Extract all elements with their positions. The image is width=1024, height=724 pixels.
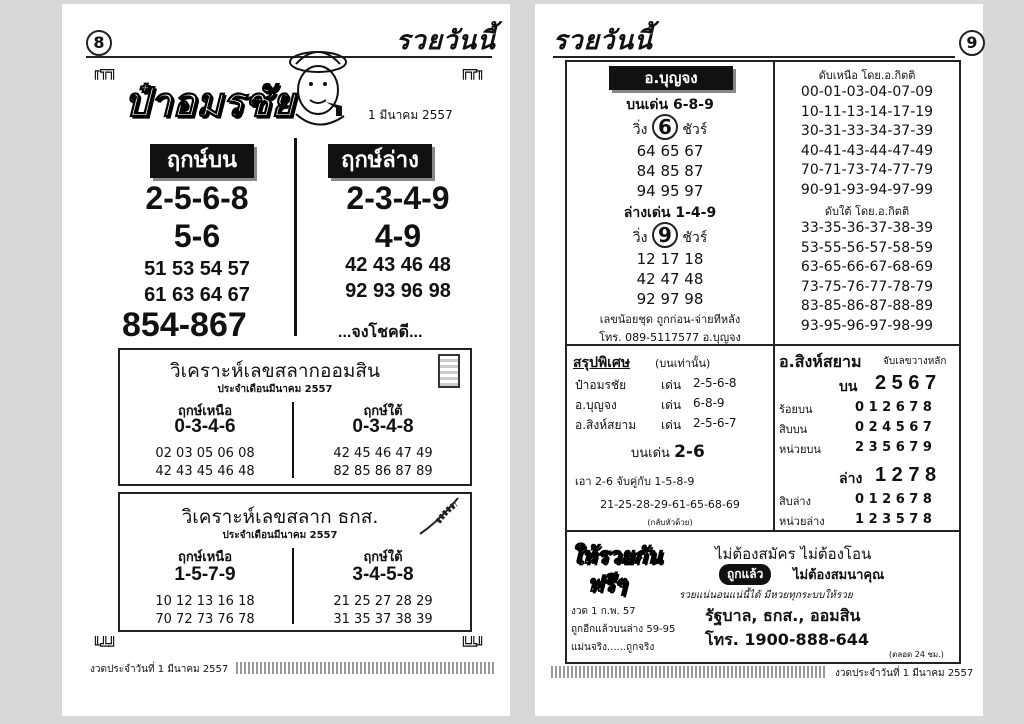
gsb-analysis-box: [118, 348, 472, 486]
singsiam-lower-value: 1 2 7 8: [875, 464, 937, 486]
summary-row-label: เด่น: [661, 378, 682, 392]
corner-ornament-icon: ╓╦╗: [92, 62, 117, 80]
column-divider: [294, 138, 297, 336]
summary-row-name: อ.บุญจง: [575, 398, 617, 412]
footer-date: งวดประจำวันที่ 1 มีนาคม 2557: [90, 664, 229, 675]
column-title: ป๋าอมรชัย: [124, 79, 295, 126]
upper-numbers-row: 61 63 64 67: [144, 284, 250, 306]
kitti-lower-row: 93-95-96-97-98-99: [800, 317, 934, 334]
footer-stripe: [236, 662, 494, 674]
gsb-north-label: ฤกษ์เหนือ: [177, 404, 233, 419]
issue-date: 1 มีนาคม 2557: [368, 108, 453, 122]
corner-ornament-icon: ╔╦╖: [460, 62, 485, 80]
summary-title-note: (บนเท่านั้น): [655, 357, 711, 370]
ad-line1: ไม่ต้องสมัคร ไม่ต้องโอน: [715, 545, 872, 563]
kitti-lower-row: 83-85-86-87-88-89: [800, 298, 934, 314]
singsiam-title: อ.สิงห์สยาม: [779, 352, 862, 371]
footer-date: งวดประจำวันที่ 1 มีนาคม 2557: [835, 668, 974, 679]
lower-main-digits: 2-3-4-9: [346, 180, 450, 216]
summary-upper: [631, 442, 705, 463]
boonjong-badge: อ.บุญจง: [609, 66, 733, 90]
baac-subtitle: ประจำเดือนมีนาคม 2557: [222, 530, 338, 541]
cartoon-man-icon: [274, 44, 364, 134]
summary-numbers: 21-25-28-29-61-65-68-69: [600, 498, 740, 511]
sure-label: ชัวร์: [682, 230, 708, 246]
ad-box: [565, 530, 961, 664]
gsb-title: วิเคราะห์เลขสลากออมสิน: [170, 360, 380, 382]
baac-south-row: 21 25 27 28 29: [333, 594, 433, 609]
summary-row-value: 2-5-6-8: [693, 376, 737, 390]
baac-north-row: 70 72 73 76 78: [155, 612, 255, 627]
singsiam-row-value: 0 1 2 6 7 8: [855, 492, 932, 507]
singsiam-row-value: 0 2 4 5 6 7: [855, 420, 932, 435]
gsb-divider: [292, 402, 294, 478]
left-page: [62, 4, 510, 716]
kitti-lower-row: 53-55-56-57-58-59: [800, 239, 934, 256]
ad-headline-free: ฟรีๆ: [587, 572, 627, 597]
kitti-lower-title: ดับใต้ โดย.อ.กิตติ: [824, 205, 910, 218]
summary-title: สรุปพิเศษ: [573, 355, 631, 371]
ad-phone: โทร. 1900-888-644: [705, 630, 869, 649]
gsb-north-row: 02 03 05 06 08: [155, 446, 255, 461]
kitti-upper-row: 30-31-33-34-37-39: [800, 123, 934, 139]
lower-numbers-row: 42 43 46 48: [345, 254, 451, 276]
sure-label: ชัวร์: [682, 122, 708, 138]
ad-pill: ถูกแล้ว: [719, 564, 771, 585]
singsiam-title-note: จับเลขวางหลัก: [883, 356, 947, 367]
page-number: 8: [86, 30, 112, 56]
upper-badge: ฤกษ์บน: [150, 144, 254, 178]
run-digit-circle: 6: [652, 114, 678, 140]
summary-upper-prefix: บนเด่น: [631, 446, 670, 461]
singsiam-row-value: 2 3 5 6 7 9: [855, 440, 932, 455]
upper-sub-digits: 5-6: [173, 218, 221, 254]
lower-badge: ฤกษ์ล่าง: [328, 144, 432, 178]
footer-stripe: [551, 666, 827, 678]
ad-headline: ให้รวยกัน: [571, 544, 662, 569]
summary-row-value: 2-5-6-7: [693, 416, 737, 430]
singsiam-upper-value: 2 5 6 7: [875, 372, 937, 394]
ad-past2: ถูกอีกแล้วบนล่าง 59-95: [571, 624, 676, 635]
lower-numbers-row: 92 93 96 98: [345, 280, 451, 302]
singsiam-row-label: สิบล่าง: [779, 495, 811, 508]
boonjong-lower-row: 12 17 18: [636, 250, 704, 268]
singsiam-lower-label: ล่าง: [839, 471, 863, 487]
baac-analysis-box: [118, 492, 472, 632]
summary-reverse-note: (กลับหัวด้วย): [647, 518, 693, 527]
gsb-south-label: ฤกษ์ใต้: [363, 404, 403, 419]
baac-south-main: 3-4-5-8: [352, 564, 414, 585]
baac-divider: [292, 548, 294, 624]
kitti-box: [773, 60, 961, 346]
boonjong-lower-row: 92 97 98: [636, 290, 704, 308]
singsiam-row-value: 1 2 3 5 7 8: [855, 512, 932, 527]
summary-pair-line: เอา 2-6 จับคู่กับ 1-5-8-9: [575, 475, 695, 488]
kitti-upper-title: ดับเหนือ โดย.อ.กิตติ: [818, 69, 916, 82]
ad-line3: รวยแน่นอนแน่นี้ได้ มีหวยทุกระบบให้รวย: [679, 590, 853, 601]
singsiam-row-label: หน่วยล่าง: [779, 515, 825, 528]
summary-row-label: เด่น: [661, 418, 682, 432]
kitti-upper-row: 90-91-93-94-97-99: [800, 181, 934, 198]
ad-past1: งวด 1 ก.พ. 57: [571, 606, 636, 617]
singsiam-row-label: ร้อยบน: [779, 403, 813, 416]
masthead: รวยวันนี้: [553, 26, 653, 56]
ad-line2: ไม่ต้องสมนาคุณ: [793, 568, 885, 583]
header-rule: [553, 56, 955, 58]
rice-stalk-icon: [416, 496, 462, 536]
page-number: 9: [959, 30, 985, 56]
good-luck-text: ...จงโชคดี...: [338, 324, 423, 341]
ad-line4: รัฐบาล, ธกส., ออมสิน: [705, 606, 861, 625]
kitti-upper-row: 40-41-43-44-47-49: [800, 142, 934, 159]
singsiam-upper-label: บน: [839, 379, 858, 395]
singsiam-row-label: สิบบน: [779, 423, 808, 436]
boonjong-upper-row: 84 85 87: [636, 162, 704, 180]
baac-title: วิเคราะห์เลขสลาก ธกส.: [181, 506, 379, 528]
baac-north-row: 10 12 13 16 18: [155, 594, 255, 609]
gsb-north-row: 42 43 45 46 48: [155, 464, 255, 479]
summary-upper-value: 2-6: [674, 442, 705, 462]
boonjong-upper-line: บนเด่น 6-8-9: [626, 97, 714, 113]
kitti-lower-row: 33-35-36-37-38-39: [800, 220, 934, 236]
boonjong-box: [565, 60, 775, 346]
boonjong-phone: โทร. 089-5117577 อ.บุญจง: [599, 331, 741, 344]
summary-row-name: อ.สิงห์สยาม: [575, 418, 637, 432]
right-page: [535, 4, 983, 716]
boonjong-note: เลขน้อยชุด ถูกก่อน-จ่ายทีหลัง: [599, 313, 741, 326]
kitti-upper-row: 10-11-13-14-17-19: [800, 103, 934, 120]
baac-south-row: 31 35 37 38 39: [333, 612, 433, 627]
baac-north-main: 1-5-7-9: [174, 564, 236, 585]
corner-ornament-icon: ╚╩╜: [460, 636, 485, 654]
baac-south-label: ฤกษ์ใต้: [363, 550, 403, 565]
lower-sub-digits: 4-9: [374, 218, 422, 254]
summary-row-label: เด่น: [661, 398, 682, 412]
gsb-south-row: 42 45 46 47 49: [333, 446, 433, 461]
savings-book-icon: [438, 354, 460, 388]
ad-past3: แม่นจริง......ถูกจริง: [571, 642, 655, 653]
gsb-north-main: 0-3-4-6: [174, 416, 236, 437]
kitti-lower-row: 73-75-76-77-78-79: [800, 278, 934, 295]
kitti-lower-row: 63-65-66-67-68-69: [800, 259, 934, 275]
boonjong-upper-row: 64 65 67: [636, 142, 704, 160]
masthead: รวยวันนี้: [396, 26, 496, 56]
boonjong-lower-line: ล่างเด่น 1-4-9: [623, 205, 717, 221]
boonjong-run-lower: [567, 222, 773, 249]
kitti-upper-row: 00-01-03-04-07-09: [800, 84, 934, 100]
run-digit-circle: 9: [652, 222, 678, 248]
singsiam-row-value: 0 1 2 6 7 8: [855, 400, 932, 415]
upper-numbers-row: 51 53 54 57: [144, 258, 250, 280]
singsiam-row-label: หน่วยบน: [779, 443, 821, 456]
singsiam-box: [773, 344, 961, 532]
ad-hours: (ตลอด 24 ชม.): [889, 650, 944, 659]
baac-north-label: ฤกษ์เหนือ: [177, 550, 233, 565]
gsb-south-row: 82 85 86 87 89: [333, 464, 433, 479]
boonjong-upper-row: 94 95 97: [636, 182, 704, 200]
kitti-upper-row: 70-71-73-74-77-79: [800, 162, 934, 178]
run-label: วิ่ง: [632, 122, 648, 138]
upper-main-digits: 2-5-6-8: [145, 180, 249, 216]
summary-row-name: ป๋าอมรชัย: [575, 378, 627, 392]
summary-row-value: 6-8-9: [693, 396, 725, 410]
gsb-subtitle: ประจำเดือนมีนาคม 2557: [217, 384, 333, 395]
summary-box: [565, 344, 775, 532]
gsb-south-main: 0-3-4-8: [352, 416, 414, 437]
boonjong-run-upper: [567, 114, 773, 141]
boonjong-lower-row: 42 47 48: [636, 270, 704, 288]
combo-number: 854-867: [122, 306, 247, 344]
corner-ornament-icon: ╙╩╝: [92, 636, 117, 654]
run-label: วิ่ง: [632, 230, 648, 246]
